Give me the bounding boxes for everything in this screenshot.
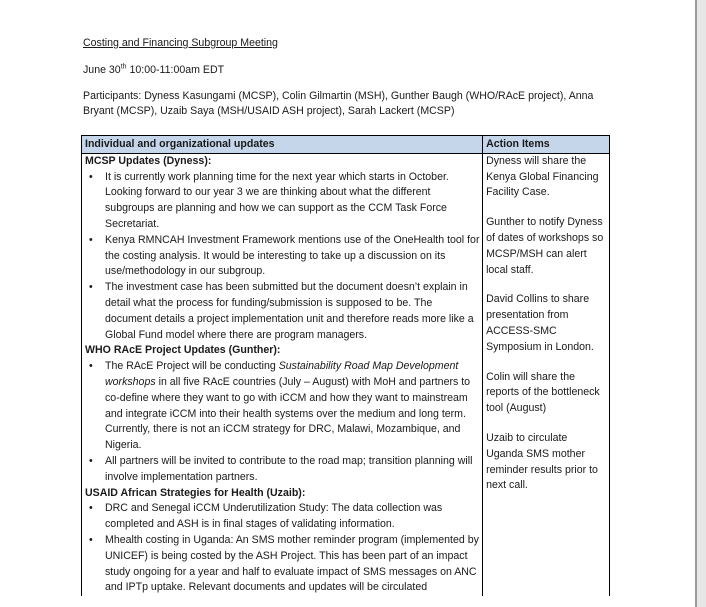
list-item: • All partners will be invited to contribute to the road map; transition planning will involve implementation partners. xyxy=(85,454,480,486)
date-suffix-sup: th xyxy=(120,63,127,71)
section-heading-mcsp: MCSP Updates (Dyness): xyxy=(85,154,212,167)
document-body xyxy=(83,36,613,119)
mcsp-bullet-list xyxy=(85,170,480,344)
participants xyxy=(83,89,613,119)
table-row xyxy=(82,153,610,596)
updates-column-header: Individual and organizational updates xyxy=(82,136,483,154)
page-gutter xyxy=(697,0,706,607)
list-item-text: in all five RAcE countries (July – August) with MoH and partners to co-define where they want to go with iCCM and how they want to mainstream and integrate iCCM into their health systems over the medium and long term. Currently, there is not an iCCM strategy for DRC, Malawi, Mozambique, and Nigeria. xyxy=(105,375,471,452)
date-prefix: June 30 xyxy=(83,64,121,76)
action-item: Dyness will share the Kenya Global Financing Facility Case. xyxy=(486,154,599,199)
date-time: 10:00-11:00am EDT xyxy=(126,64,225,76)
actions-cell xyxy=(483,153,610,596)
updates-cell xyxy=(82,153,483,596)
action-item: David Collins to share presentation from ACCESS-SMC Symposium in London. xyxy=(486,293,594,353)
list-item xyxy=(85,359,480,454)
list-item-emphasis: Sustainability Road Map Development workshops xyxy=(105,360,459,388)
updates-table xyxy=(81,135,610,596)
action-item: Gunther to notify Dyness of dates of workshops so MCSP/MSH can alert local staff. xyxy=(486,216,604,276)
race-bullet-list xyxy=(85,359,480,485)
list-item: • DRC and Senegal iCCM Underutilization Study: The data collection was completed and ASH is in final stages of validating information. xyxy=(85,501,480,533)
ash-bullet-list xyxy=(85,501,480,596)
table-header-row xyxy=(82,136,610,154)
action-item: Colin will share the reports of the bottleneck tool (August) xyxy=(486,370,600,415)
list-item-text: The RAcE Project will be conducting xyxy=(105,360,279,373)
participants-text: Participants: Dyness Kasungami (MCSP), Colin Gilmartin (MSH), Gunther Baugh (WHO/RAcE project), Anna Bryant (MCSP), Uzaib Saya (MSH/USAID ASH project), Sarah Lackert (MCSP) xyxy=(83,90,594,117)
list-item: • Mhealth costing in Uganda: An SMS mother reminder program (implemented by UNICEF) is being costed by the ASH Project. This has been part of an impact study ongoing for a year and half to evaluate impact of SMS messages on ANC and IPTp uptake. Relevant documents and updates will be circulated xyxy=(85,533,480,596)
section-heading-race: WHO RAcE Project Updates (Gunther): xyxy=(85,344,281,357)
list-item: • It is currently work planning time for the next year which starts in October. Looking forward to our year 3 we are thinking about what the different subgroups are planning and how we can support as the CCM Task Force Secretariat. xyxy=(85,170,480,233)
list-item: • The investment case has been submitted but the document doesn’t explain in detail what the process for funding/submission is supposed to be. The document details a project implementation unit and therefore reads more like a Global Fund model where there are program managers. xyxy=(85,280,480,343)
meeting-title: Costing and Financing Subgroup Meeting xyxy=(83,37,278,49)
action-item: Uzaib to circulate Uganda SMS mother reminder results prior to next call. xyxy=(486,431,598,492)
list-item: • Kenya RMNCAH Investment Framework mentions use of the OneHealth tool for the costing analysis. It would be interesting to take up a discussion on its use/methodology in our subgroup. xyxy=(85,233,480,280)
section-heading-ash: USAID African Strategies for Health (Uzaib): xyxy=(85,486,306,499)
actions-column-header: Action Items xyxy=(483,136,610,154)
meeting-date xyxy=(83,63,613,78)
